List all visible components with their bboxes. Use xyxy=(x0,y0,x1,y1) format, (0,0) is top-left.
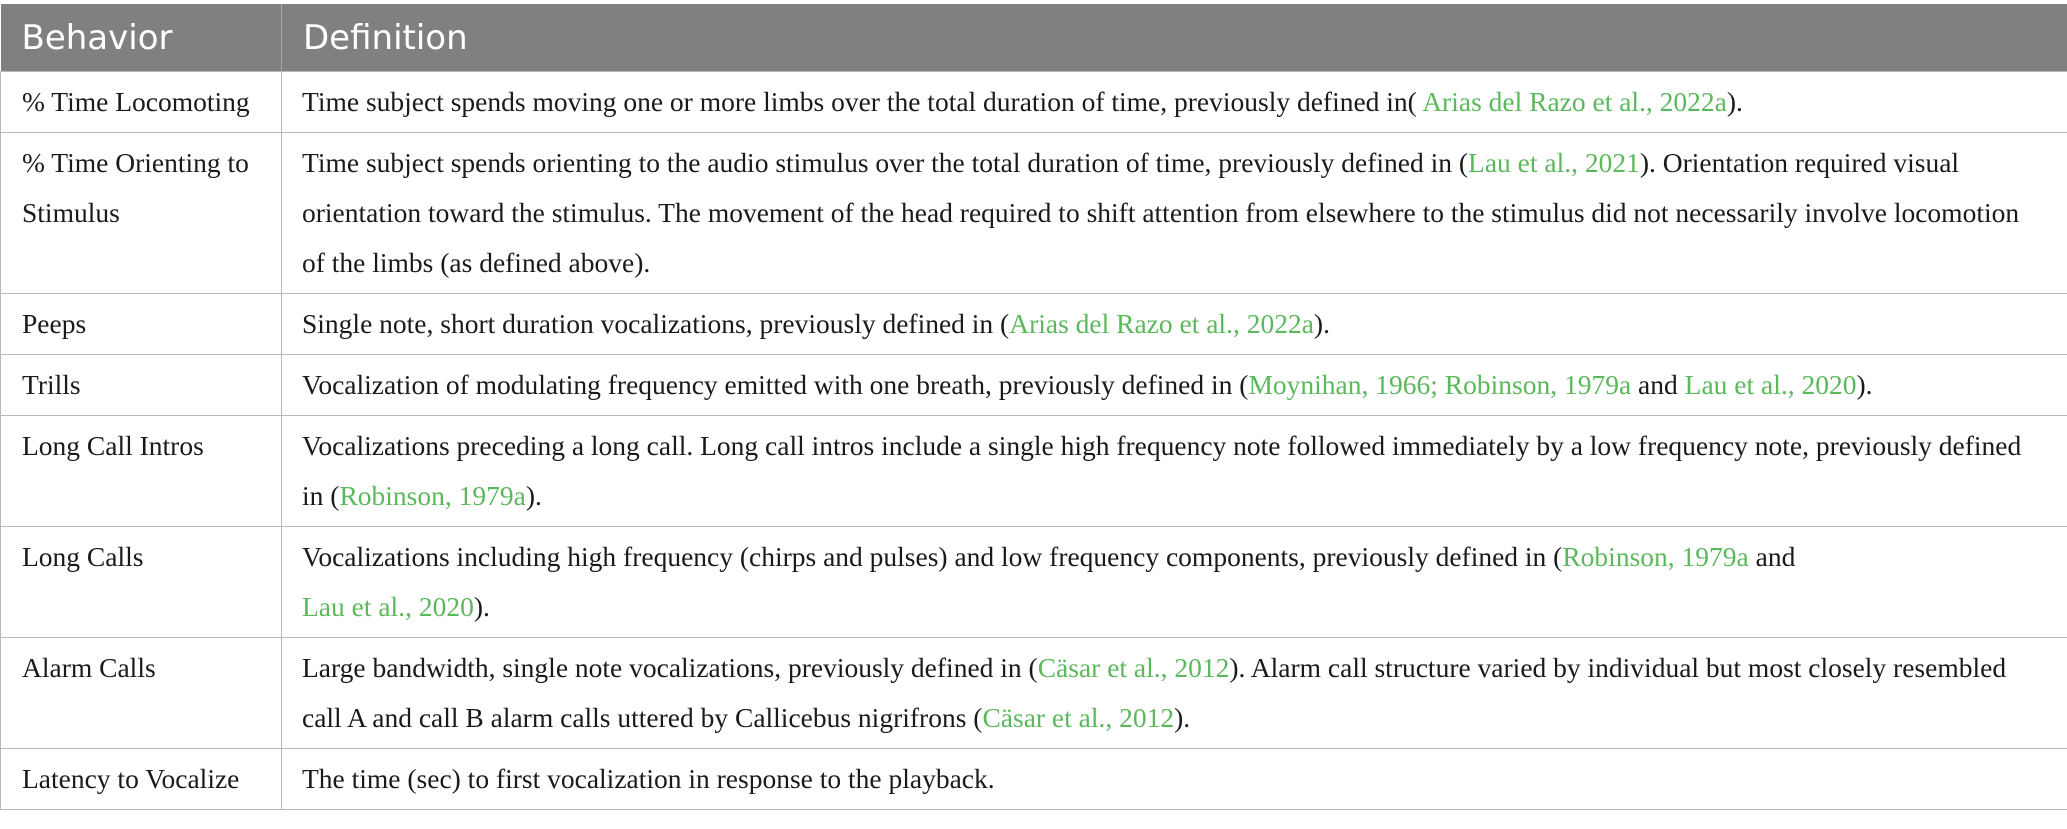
definition-cell xyxy=(282,416,2067,527)
definition-text: and xyxy=(1748,541,1796,572)
table-row xyxy=(1,355,2067,416)
definition-cell xyxy=(282,638,2067,749)
column-header-behavior: Behavior xyxy=(1,4,282,72)
definition-text: ). xyxy=(525,480,542,511)
table-row xyxy=(1,133,2067,294)
table-header xyxy=(1,4,2067,72)
definition-text: Vocalizations including high frequency (chirps and pulses) and low frequency components, previously defined in ( xyxy=(302,541,1563,572)
citation-link[interactable]: Cäsar et al., 2012 xyxy=(1037,652,1230,683)
citation-link[interactable]: Arias del Razo et al., 2022a xyxy=(1416,86,1727,117)
column-header-definition: Definition xyxy=(282,4,2067,72)
definition-text: ). xyxy=(1856,369,1873,400)
citation-link[interactable]: Cäsar et al., 2012 xyxy=(982,702,1175,733)
behavior-definition-table xyxy=(0,4,2067,810)
table-row xyxy=(1,638,2067,749)
table-row xyxy=(1,416,2067,527)
definition-text: Time subject spends moving one or more limbs over the total duration of time, previously defined in( xyxy=(302,86,1417,117)
definition-text: Vocalization of modulating frequency emitted with one breath, previously defined in ( xyxy=(302,369,1249,400)
citation-link[interactable]: Moynihan, 1966; Robinson, 1979a xyxy=(1248,369,1632,400)
definition-cell xyxy=(282,527,2067,638)
behavior-cell: Peeps xyxy=(1,294,282,355)
behavior-cell: Trills xyxy=(1,355,282,416)
behavior-cell: Long Calls xyxy=(1,527,282,638)
table-row xyxy=(1,749,2067,810)
behavior-cell: Latency to Vocalize xyxy=(1,749,282,810)
table-row xyxy=(1,72,2067,133)
citation-link[interactable]: Lau et al., 2020 xyxy=(1684,369,1857,400)
definition-cell xyxy=(282,749,2067,810)
table-row xyxy=(1,527,2067,638)
definition-cell xyxy=(282,72,2067,133)
citation-link[interactable]: Lau et al., 2021 xyxy=(1468,147,1640,178)
definition-text: ). xyxy=(473,591,490,622)
definition-cell xyxy=(282,355,2067,416)
citation-link[interactable]: Lau et al., 2020 xyxy=(302,591,474,622)
behavior-cell: Long Call Intros xyxy=(1,416,282,527)
definition-cell xyxy=(282,294,2067,355)
behavior-definition-table-wrapper xyxy=(0,4,2067,810)
definition-cell xyxy=(282,133,2067,294)
definition-text: and xyxy=(1631,369,1685,400)
citation-link[interactable]: Arias del Razo et al., 2022a xyxy=(1009,308,1314,339)
behavior-cell: % Time Locomoting xyxy=(1,72,282,133)
definition-text: ). Orientation required visual orientation toward the stimulus. The movement of the head required to shift attention from elsewhere to the stimulus did not necessarily involve locomotion of the limbs (as defined above). xyxy=(302,147,2020,278)
behavior-cell: % Time Orienting to Stimulus xyxy=(1,133,282,294)
definition-text: Single note, short duration vocalizations, previously defined in ( xyxy=(302,308,1010,339)
definition-text: The time (sec) to first vocalization in response to the playback. xyxy=(302,763,995,794)
definition-text: ). xyxy=(1313,308,1330,339)
citation-link[interactable]: Robinson, 1979a xyxy=(1562,541,1749,572)
definition-text: ). xyxy=(1726,86,1743,117)
definition-text: ). xyxy=(1174,702,1191,733)
citation-link[interactable]: Robinson, 1979a xyxy=(339,480,526,511)
definition-text: Large bandwidth, single note vocalizations, previously defined in ( xyxy=(302,652,1038,683)
behavior-cell: Alarm Calls xyxy=(1,638,282,749)
header-row xyxy=(1,4,2067,72)
table-row xyxy=(1,294,2067,355)
definition-text: Vocalizations preceding a long call. Long call intros include a single high frequency note followed immediately by a low frequency note, previously defined in ( xyxy=(302,430,2022,511)
definition-text: Time subject spends orienting to the audio stimulus over the total duration of time, previously defined in ( xyxy=(302,147,1469,178)
table-body xyxy=(1,72,2067,810)
definition-text: ). Alarm call structure varied by individual but most closely resembled call A and call B alarm calls uttered by Callicebus nigrifrons ( xyxy=(302,652,2007,733)
